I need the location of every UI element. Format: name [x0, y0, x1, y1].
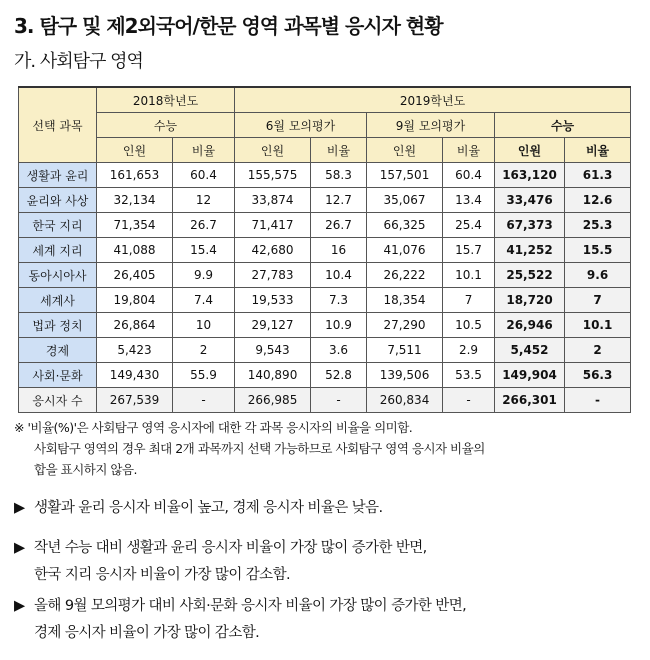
section-subtitle: 가. 사회탐구 영역	[14, 51, 143, 72]
people-cell: 27,290	[367, 313, 443, 338]
people-cell: 41,252	[495, 238, 565, 263]
footnote-line: 합을 표시하지 않음.	[34, 462, 138, 477]
people-cell: 66,325	[367, 213, 443, 238]
people-cell: 149,904	[495, 363, 565, 388]
ratio-cell: 16	[311, 238, 367, 263]
bullet-text: 올해 9월 모의평가 대비 사회·문화 응시자 비율이 가장 많이 증가한 반면,	[34, 598, 467, 614]
triangle-bullet-icon: ▶	[14, 598, 25, 614]
ratio-cell: 13.4	[443, 188, 495, 213]
people-cell: 35,067	[367, 188, 443, 213]
bullet-text: 한국 지리 응시자 비율이 가장 많이 감소함.	[34, 567, 290, 583]
ratio-cell: -	[443, 388, 495, 413]
table-row	[19, 313, 631, 338]
subject-cell: 사회·문화	[19, 363, 97, 388]
people-cell: 139,506	[367, 363, 443, 388]
ratio-cell: 58.3	[311, 163, 367, 188]
col-people-header: 인원	[495, 138, 565, 163]
people-cell: 27,783	[235, 263, 311, 288]
col-ratio-header: 비율	[443, 138, 495, 163]
ratio-cell: 9.6	[565, 263, 631, 288]
ratio-cell: 10	[173, 313, 235, 338]
table-row	[19, 188, 631, 213]
ratio-cell: -	[173, 388, 235, 413]
ratio-cell: 10.4	[311, 263, 367, 288]
people-cell: 140,890	[235, 363, 311, 388]
people-cell: 19,533	[235, 288, 311, 313]
ratio-cell: 53.5	[443, 363, 495, 388]
bullet-line	[14, 563, 290, 587]
subject-cell: 한국 지리	[19, 213, 97, 238]
people-cell: 18,720	[495, 288, 565, 313]
ratio-cell: 12.7	[311, 188, 367, 213]
people-cell: 260,834	[367, 388, 443, 413]
people-cell: 26,222	[367, 263, 443, 288]
ratio-cell: 15.4	[173, 238, 235, 263]
table-row	[19, 388, 631, 413]
subject-cell: 동아시아사	[19, 263, 97, 288]
ratio-cell: 2	[565, 338, 631, 363]
people-cell: 267,539	[97, 388, 173, 413]
people-cell: 149,430	[97, 363, 173, 388]
ratio-cell: 61.3	[565, 163, 631, 188]
people-cell: 5,423	[97, 338, 173, 363]
year-2019-header: 2019학년도	[235, 87, 631, 113]
table-row	[19, 338, 631, 363]
people-cell: 9,543	[235, 338, 311, 363]
bullet-line	[14, 621, 259, 645]
col-ratio-header: 비율	[565, 138, 631, 163]
subject-cell: 법과 정치	[19, 313, 97, 338]
exam-sept-header: 9월 모의평가	[367, 113, 495, 138]
people-cell: 25,522	[495, 263, 565, 288]
people-cell: 161,653	[97, 163, 173, 188]
footnote-line: ※ '비율(%)'은 사회탐구 영역 응시자에 대한 각 과목 응시자의 비율을 의미함.	[14, 420, 413, 435]
subject-cell: 경제	[19, 338, 97, 363]
bullet-text: 작년 수능 대비 생활과 윤리 응시자 비율이 가장 많이 증가한 반면,	[34, 540, 427, 556]
ratio-cell: 12.6	[565, 188, 631, 213]
ratio-cell: 10.9	[311, 313, 367, 338]
ratio-cell: 2	[173, 338, 235, 363]
ratio-cell: 56.3	[565, 363, 631, 388]
ratio-cell: 15.5	[565, 238, 631, 263]
ratio-cell: 26.7	[311, 213, 367, 238]
people-cell: 71,417	[235, 213, 311, 238]
bullet-line	[14, 594, 466, 618]
people-cell: 26,864	[97, 313, 173, 338]
people-cell: 155,575	[235, 163, 311, 188]
table-row	[19, 213, 631, 238]
footnote-line: 사회탐구 영역의 경우 최대 2개 과목까지 선택 가능하므로 사회탐구 영역 응시자 비율의	[34, 441, 485, 456]
col-people-header: 인원	[97, 138, 173, 163]
ratio-cell: -	[311, 388, 367, 413]
ratio-cell: 7.4	[173, 288, 235, 313]
ratio-cell: 3.6	[311, 338, 367, 363]
table-row	[19, 163, 631, 188]
ratio-cell: 7.3	[311, 288, 367, 313]
people-cell: 26,946	[495, 313, 565, 338]
people-cell: 41,076	[367, 238, 443, 263]
col-ratio-header: 비율	[311, 138, 367, 163]
people-cell: 19,804	[97, 288, 173, 313]
year-2018-header: 2018학년도	[97, 87, 235, 113]
subject-cell: 세계 지리	[19, 238, 97, 263]
bullet-line	[14, 496, 382, 520]
ratio-cell: 25.4	[443, 213, 495, 238]
people-cell: 41,088	[97, 238, 173, 263]
ratio-cell: 60.4	[173, 163, 235, 188]
people-cell: 29,127	[235, 313, 311, 338]
subject-header: 선택 과목	[19, 87, 97, 163]
ratio-cell: 9.9	[173, 263, 235, 288]
ratio-cell: 2.9	[443, 338, 495, 363]
people-cell: 42,680	[235, 238, 311, 263]
ratio-cell: 10.1	[565, 313, 631, 338]
people-cell: 5,452	[495, 338, 565, 363]
ratio-cell: 26.7	[173, 213, 235, 238]
ratio-cell: 10.5	[443, 313, 495, 338]
subject-cell: 응시자 수	[19, 388, 97, 413]
table-row	[19, 363, 631, 388]
exam-suneung-2019-header: 수능	[495, 113, 631, 138]
ratio-cell: 55.9	[173, 363, 235, 388]
people-cell: 67,373	[495, 213, 565, 238]
people-cell: 71,354	[97, 213, 173, 238]
ratio-cell: 7	[565, 288, 631, 313]
col-people-header: 인원	[235, 138, 311, 163]
bullet-text: 생활과 윤리 응시자 비율이 높고, 경제 응시자 비율은 낮음.	[34, 500, 383, 516]
ratio-cell: 60.4	[443, 163, 495, 188]
ratio-cell: 12	[173, 188, 235, 213]
ratio-cell: 15.7	[443, 238, 495, 263]
ratio-cell: 7	[443, 288, 495, 313]
bullet-text: 경제 응시자 비율이 가장 많이 감소함.	[34, 625, 260, 641]
people-cell: 163,120	[495, 163, 565, 188]
ratio-cell: 52.8	[311, 363, 367, 388]
ratio-cell: -	[565, 388, 631, 413]
table-row	[19, 288, 631, 313]
people-cell: 157,501	[367, 163, 443, 188]
exam-suneung-2018-header: 수능	[97, 113, 235, 138]
ratio-cell: 10.1	[443, 263, 495, 288]
col-people-header: 인원	[367, 138, 443, 163]
social-studies-table	[18, 86, 631, 413]
subject-cell: 생활과 윤리	[19, 163, 97, 188]
people-cell: 7,511	[367, 338, 443, 363]
table-row	[19, 238, 631, 263]
bullet-line	[14, 536, 427, 560]
page-title: 3. 탐구 및 제2외국어/한문 영역 과목별 응시자 현황	[14, 14, 443, 38]
ratio-cell: 25.3	[565, 213, 631, 238]
triangle-bullet-icon: ▶	[14, 500, 25, 516]
people-cell: 32,134	[97, 188, 173, 213]
people-cell: 18,354	[367, 288, 443, 313]
table-row	[19, 263, 631, 288]
people-cell: 33,874	[235, 188, 311, 213]
subject-cell: 윤리와 사상	[19, 188, 97, 213]
people-cell: 266,985	[235, 388, 311, 413]
subject-cell: 세계사	[19, 288, 97, 313]
exam-june-header: 6월 모의평가	[235, 113, 367, 138]
col-ratio-header: 비율	[173, 138, 235, 163]
triangle-bullet-icon: ▶	[14, 540, 25, 556]
people-cell: 266,301	[495, 388, 565, 413]
people-cell: 33,476	[495, 188, 565, 213]
people-cell: 26,405	[97, 263, 173, 288]
